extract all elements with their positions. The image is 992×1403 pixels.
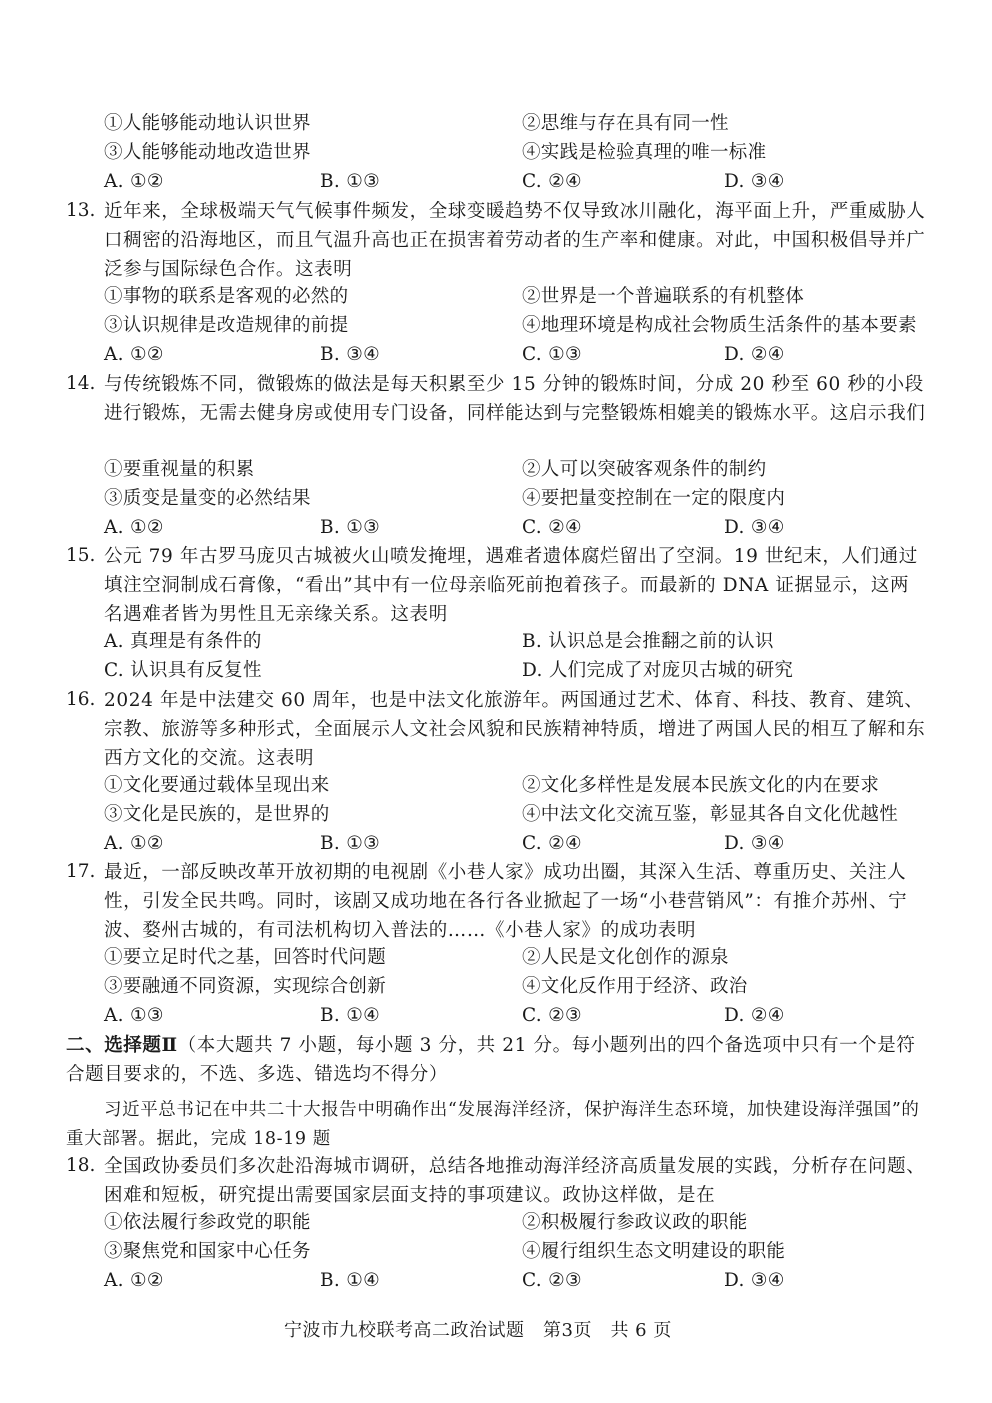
q14-number: 14. [66,373,96,394]
q17-choice-c: C. ②③ [522,1005,582,1026]
q12-statement-3: ③人能够能动地改造世界 [104,142,311,163]
q14-choice-b: B. ①③ [320,517,381,538]
q13-choice-d: D. ②④ [724,344,785,365]
q18-choice-d: D. ③④ [724,1270,785,1291]
q14-statement-2: ②人可以突破客观条件的制约 [522,459,767,480]
q18-statement-3: ③聚焦党和国家中心任务 [104,1241,311,1262]
q13-statement-1: ①事物的联系是客观的必然的 [104,286,349,307]
q16-statement-4: ④中法文化交流互鉴，彰显其各自文化优越性 [522,804,899,825]
q18-statement-2: ②积极履行参政议政的职能 [522,1212,748,1233]
q12-choice-b: B. ①③ [320,171,381,192]
q18-statement-4: ④履行组织生态文明建设的职能 [522,1241,786,1262]
q17-statement-3: ③要融通不同资源，实现综合创新 [104,976,387,997]
q18-stem: 全国政协委员们多次赴沿海城市调研，总结各地推动海洋经济高质量发展的实践，分析存在问题、困难和短板，研究提出需要国家层面支持的事项建议。政协这样做，是在 [104,1156,926,1206]
q13-statement-4: ④地理环境是构成社会物质生活条件的基本要素 [522,315,917,336]
material-passage: 习近平总书记在中共二十大报告中明确作出“发展海洋经济，保护海洋生态环境，加快建设海洋强国”的重大部署。据此，完成 18-19 题 [66,1100,920,1149]
q15-choice-b: B. 认识总是会推翻之前的认识 [522,631,774,652]
q14-statement-3: ③质变是量变的必然结果 [104,488,311,509]
q18-choice-b: B. ①④ [320,1270,381,1291]
section-2-heading [66,1031,928,1089]
q16-statement-3: ③文化是民族的，是世界的 [104,804,330,825]
q12-statement-4: ④实践是检验真理的唯一标准 [522,142,767,163]
q14-stem: 与传统锻炼不同，微锻炼的做法是每天积累至少 15 分钟的锻炼时间，分成 20 秒至 60 秒的小段进行锻炼，无需去健身房或使用专门设备，同样能达到与完整锻炼相媲美的锻炼水平。这启示我们 [104,374,926,424]
q17-statement-1: ①要立足时代之基，回答时代问题 [104,947,387,968]
q15-stem: 公元 79 年古罗马庞贝古城被火山喷发掩埋，遇难者遗体腐烂留出了空洞。19 世纪末，人们通过填注空洞制成石膏像，“看出”其中有一位母亲临死前抱着孩子。而最新的 DNA 证据显示，这两名遇难者皆为男性且无亲缘关系。这表明 [104,546,918,625]
q13-statement-3: ③认识规律是改造规律的前提 [104,315,349,336]
q16-stem: 2024 年是中法建交 60 周年，也是中法文化旅游年。两国通过艺术、体育、科技、教育、建筑、宗教、旅游等多种形式，全面展示人文社会风貌和民族精神特质，增进了两国人民的相互了解和东西方文化的交流。这表明 [104,690,926,769]
q13-stem: 近年来，全球极端天气气候事件频发，全球变暖趋势不仅导致冰川融化，海平面上升，严重威胁人口稠密的沿海地区，而且气温升高也正在损害着劳动者的生产率和健康。对此，中国积极倡导并广泛参与国际绿色合作。这表明 [104,201,926,280]
q16-choice-d: D. ③④ [724,833,785,854]
q18-statement-1: ①依法履行参政党的职能 [104,1212,311,1233]
q16-statement-2: ②文化多样性是发展本民族文化的内在要求 [522,775,880,796]
q17-statement-2: ②人民是文化创作的源泉 [522,947,729,968]
q18-number: 18. [66,1155,96,1176]
q15-number: 15. [66,545,96,566]
q12-choice-a: A. ①② [104,171,164,192]
q14-choice-d: D. ③④ [724,517,785,538]
q17-stem: 最近，一部反映改革开放初期的电视剧《小巷人家》成功出圈，其深入生活、尊重历史、关注人性，引发全民共鸣。同时，该剧又成功地在各行各业掀起了一场“小巷营销风”：有推介苏州、宁波、婺州古城的，有司法机构切入普法的……《小巷人家》的成功表明 [104,862,908,941]
q13-choice-c: C. ①③ [522,344,582,365]
q12-statement-2: ②思维与存在具有同一性 [522,113,729,134]
q13-number: 13. [66,200,96,221]
q13-statement-2: ②世界是一个普遍联系的有机整体 [522,286,805,307]
q13-choice-a: A. ①② [104,344,164,365]
q16-choice-c: C. ②④ [522,833,582,854]
q14-statement-4: ④要把量变控制在一定的限度内 [522,488,786,509]
q15-choice-d: D. 人们完成了对庞贝古城的研究 [522,660,794,681]
q12-choice-c: C. ②④ [522,171,582,192]
q16-statement-1: ①文化要通过载体呈现出来 [104,775,330,796]
q12-statement-1: ①人能够能动地认识世界 [104,113,311,134]
section-2-note: （本大题共 7 小题，每小题 3 分，共 21 分。每小题列出的四个备选项中只有一个是符合题目要求的，不选、多选、错选均不得分） [66,1035,916,1085]
q14-statement-1: ①要重视量的积累 [104,459,255,480]
q18-choice-a: A. ①② [104,1270,164,1291]
section-2-title: 二、选择题Ⅱ [66,1035,178,1056]
q17-number: 17. [66,861,96,882]
q14-choice-c: C. ②④ [522,517,582,538]
q15-choice-a: A. 真理是有条件的 [104,631,262,652]
q17-choice-b: B. ①④ [320,1005,381,1026]
q13-choice-b: B. ③④ [320,344,381,365]
q17-choice-a: A. ①③ [104,1005,164,1026]
q12-choice-d: D. ③④ [724,171,785,192]
q16-choice-a: A. ①② [104,833,164,854]
q16-choice-b: B. ①③ [320,833,381,854]
q16-number: 16. [66,689,96,710]
q17-choice-d: D. ②④ [724,1005,785,1026]
q15-choice-c: C. 认识具有反复性 [104,660,262,681]
page-footer: 宁波市九校联考高二政治试题 第3页 共 6 页 [284,1320,672,1341]
q14-choice-a: A. ①② [104,517,164,538]
q17-statement-4: ④文化反作用于经济、政治 [522,976,748,997]
q18-choice-c: C. ②③ [522,1270,582,1291]
